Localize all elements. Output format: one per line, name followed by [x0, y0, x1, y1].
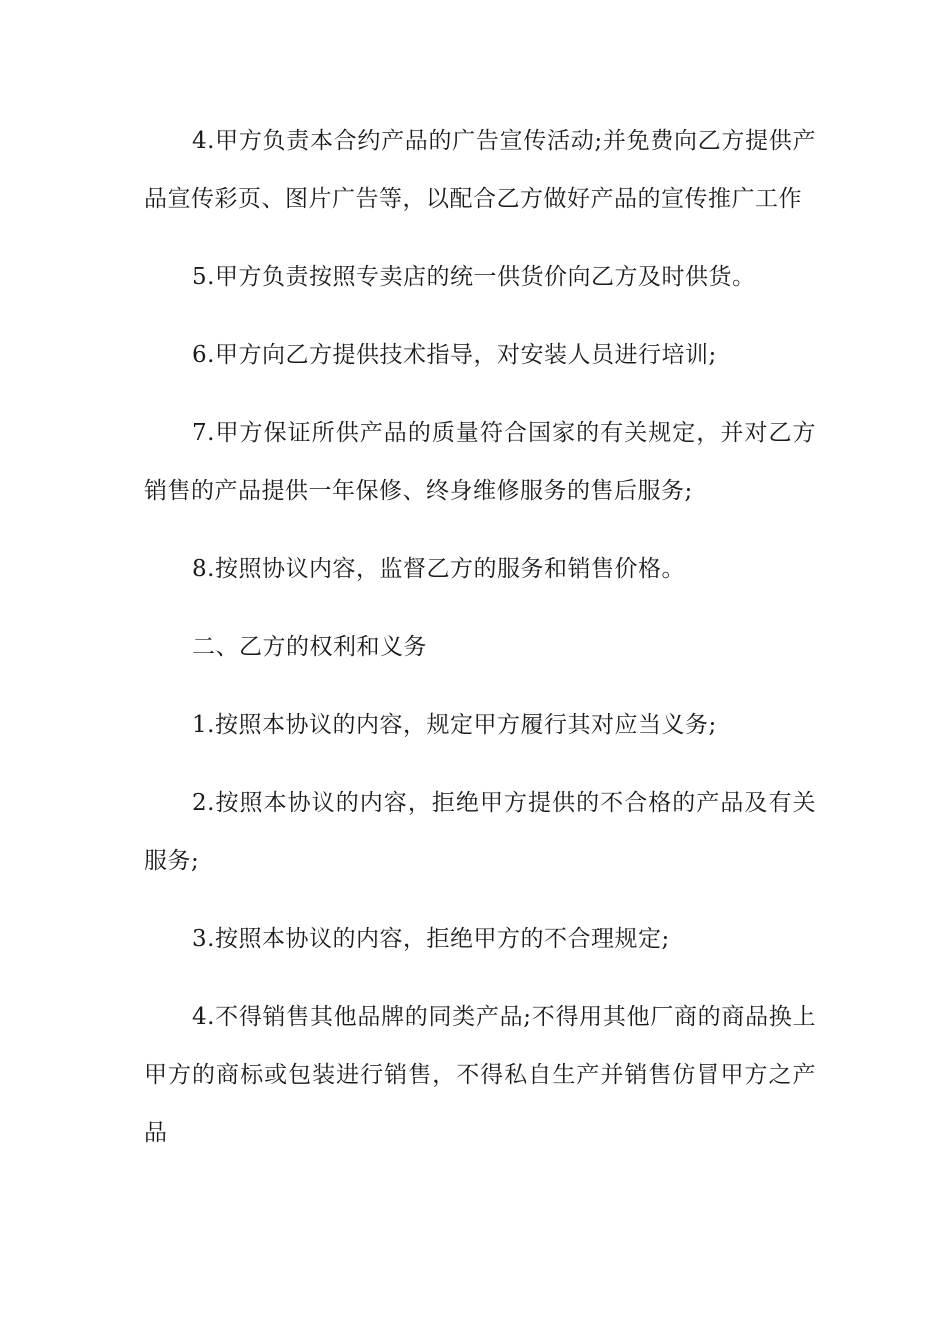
- paragraph-obligation-5: 5.甲方负责按照专卖店的统一供货价向乙方及时供货。: [192, 264, 756, 290]
- paragraph-right-2: 2.按照本协议的内容，拒绝甲方提供的不合格的产品及有关服务;: [144, 790, 816, 874]
- paragraph-right-4: 4.不得销售其他品牌的同类产品;不得用其他厂商的商品换上甲方的商标或包装进行销售，不得私自生产并销售仿冒甲方之产品: [144, 1004, 816, 1146]
- paragraph-right-3: 3.按照本协议的内容，拒绝甲方的不合理规定;: [192, 926, 670, 952]
- paragraph-obligation-8: 8.按照协议内容，监督乙方的服务和销售价格。: [192, 556, 685, 582]
- paragraph-obligation-4: 4.甲方负责本合约产品的广告宣传活动;并免费向乙方提供产品宣传彩页、图片广告等，以配合乙方做好产品的宣传推广工作: [144, 128, 816, 212]
- document-body: [144, 112, 816, 1182]
- paragraph-obligation-6: 6.甲方向乙方提供技术指导，对安装人员进行培训;: [192, 342, 717, 368]
- paragraph-obligation-7: 7.甲方保证所供产品的质量符合国家的有关规定，并对乙方销售的产品提供一年保修、终身维修服务的售后服务;: [144, 420, 816, 504]
- section-heading-party-b: 二、乙方的权利和义务: [192, 634, 427, 660]
- paragraph-right-1: 1.按照本协议的内容，规定甲方履行其对应当义务;: [192, 712, 717, 738]
